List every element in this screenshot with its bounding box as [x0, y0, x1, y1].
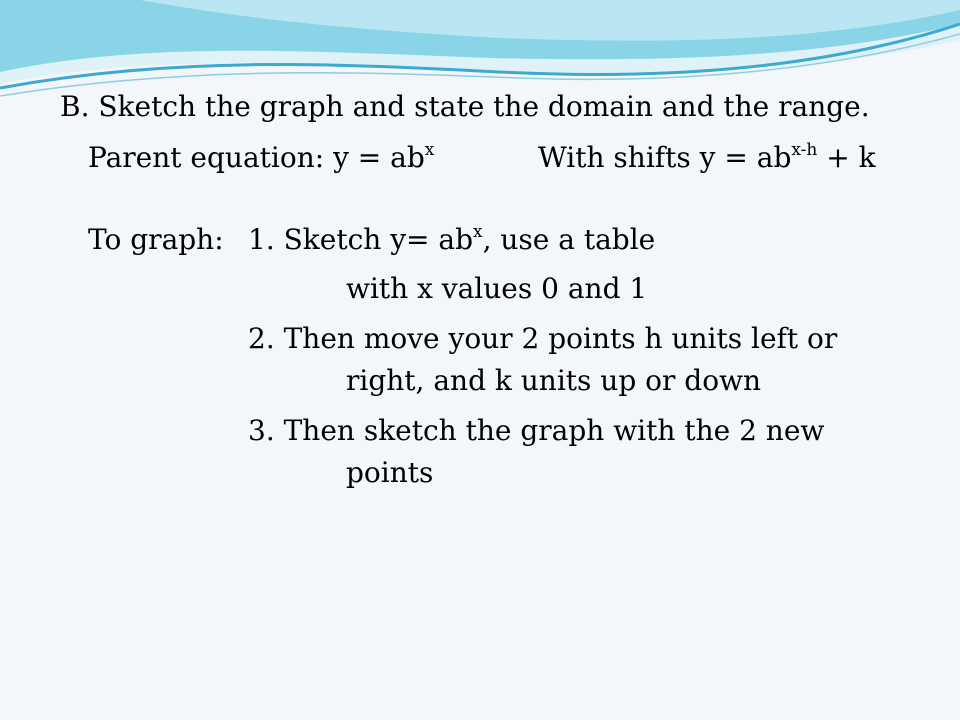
step-3: 3. Then sketch the graph with the 2 new	[248, 414, 825, 447]
to-graph-label: To graph:	[88, 223, 224, 256]
step-1-suffix: , use a table	[482, 223, 656, 256]
step-2: 2. Then move your 2 points h units left or	[248, 322, 838, 355]
shifted-equation-label: With shifts y = ab	[538, 141, 792, 174]
shifted-equation	[538, 141, 876, 175]
slide-title: B. Sketch the graph and state the domain and the range.	[60, 90, 870, 123]
step-3-continuation: points	[346, 456, 434, 489]
shifted-exponent: x-h	[791, 139, 818, 160]
shifted-equation-suffix: + k	[817, 141, 876, 174]
parent-equation	[88, 141, 434, 175]
step-1	[248, 223, 655, 257]
step-2-continuation: right, and k units up or down	[346, 364, 762, 397]
step-1-prefix: 1. Sketch y= ab	[248, 223, 473, 256]
step-1-exponent: x	[473, 221, 483, 242]
step-1-continuation: with x values 0 and 1	[346, 272, 648, 305]
parent-exponent: x	[424, 139, 435, 160]
parent-equation-label: Parent equation: y = ab	[88, 141, 425, 174]
